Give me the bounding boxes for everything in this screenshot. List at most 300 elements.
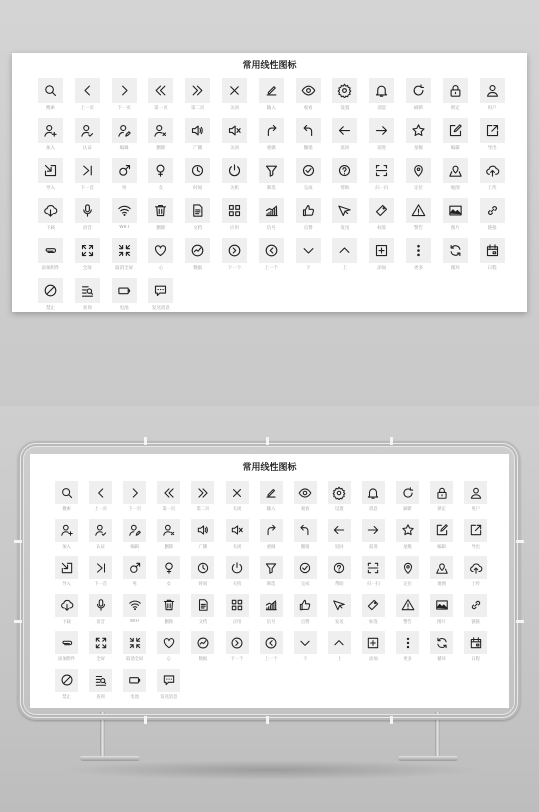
icon-cell: [480, 238, 505, 272]
icon-cell: [222, 158, 247, 192]
icon-label: 添加: [369, 657, 378, 662]
icon-label: 禁止: [62, 694, 71, 700]
icon-tile: [406, 238, 431, 263]
icon-tile: [443, 118, 468, 143]
icon-label: 应用: [230, 226, 239, 231]
icon-label: 删除: [156, 146, 166, 151]
icon-label: 链接: [471, 619, 480, 625]
trend-circle-icon: [190, 243, 205, 258]
icon-cell: [443, 118, 468, 152]
icon-tile: [296, 158, 321, 183]
icon-label: 定位: [414, 186, 423, 191]
icon-label: 电池: [130, 694, 139, 700]
icon-label: 消息: [377, 106, 387, 111]
icon-cell: [406, 198, 431, 232]
list-search-icon: [80, 283, 95, 298]
icon-label: 上传: [487, 186, 497, 191]
icon-label: 导出: [487, 146, 497, 151]
icon-tile: [75, 238, 100, 263]
icon-cell: [480, 118, 505, 152]
icon-cell: [222, 78, 247, 112]
icon-tile: [369, 78, 394, 103]
chevron-down-icon: [301, 243, 316, 258]
icon-label: 扫一扫: [374, 186, 389, 191]
calendar-icon: [485, 243, 500, 258]
fullscreen-icon: [80, 243, 95, 258]
icon-tile: [259, 198, 284, 223]
icon-cell: [148, 198, 173, 232]
frame-tie: [266, 437, 269, 445]
icon-label: 下: [305, 266, 311, 271]
icon-tile: [443, 198, 468, 223]
icon-label: 文档: [198, 619, 208, 625]
import-icon: [43, 163, 58, 178]
icon-tile: [296, 198, 321, 223]
icon-label: 更多: [403, 657, 412, 662]
icon-label: 用户: [471, 507, 480, 512]
icon-cell: [75, 278, 100, 312]
icon-cell: [259, 238, 284, 272]
icon-label: 下: [303, 657, 308, 662]
map-pin-icon: [448, 163, 463, 178]
icon-cell: [443, 198, 468, 232]
poster-sheet-top: [12, 53, 527, 312]
icon-label: 输入: [266, 106, 276, 111]
frame-tie: [144, 437, 147, 445]
close-icon: [227, 83, 242, 98]
frame-tie: [390, 716, 393, 724]
icon-cell: [406, 118, 431, 152]
double-right-icon: [190, 83, 205, 98]
icon-tile: [148, 198, 173, 223]
icon-cell: [443, 238, 468, 272]
frame-tie: [266, 716, 269, 724]
icon-label: 警告: [403, 619, 412, 625]
chat-icon: [153, 283, 168, 298]
icon-label: 前进: [377, 146, 387, 151]
icon-label: 语音: [82, 226, 92, 231]
star-icon: [411, 123, 426, 138]
icon-label: 全屏: [82, 266, 92, 271]
icon-label: 关闭: [232, 507, 242, 512]
microphone-icon: [80, 203, 95, 218]
icon-tile: [75, 278, 100, 303]
icon-cell: [38, 158, 63, 192]
icon-tile: [332, 158, 357, 183]
redo-icon: [264, 123, 279, 138]
icon-label: 应用: [232, 619, 242, 625]
icon-cell: [112, 278, 137, 312]
icon-label: 刷新: [414, 106, 423, 111]
icon-cell: [480, 158, 505, 192]
battery-icon: [117, 283, 132, 298]
floor-shadow: [60, 760, 480, 780]
frame-tie: [516, 540, 524, 543]
user-remove-icon: [153, 123, 168, 138]
icon-label: 扫一扫: [366, 582, 380, 587]
icon-label: 地图: [450, 186, 460, 191]
icon-label: 刷新: [403, 507, 412, 512]
icon-cell: [75, 118, 100, 152]
arrow-left-icon: [337, 123, 352, 138]
icon-tile: [369, 198, 394, 223]
icon-tile: [38, 158, 63, 183]
icon-cell: [148, 278, 173, 312]
icon-label: 关机: [230, 186, 239, 191]
icon-cell: [369, 158, 394, 192]
skip-next-icon: [80, 163, 95, 178]
help-icon: [337, 163, 352, 178]
icon-tile: [259, 158, 284, 183]
icon-label: 男: [132, 582, 137, 587]
search-icon: [43, 83, 58, 98]
icon-tile: [148, 278, 173, 303]
icon-label: 关闭: [232, 544, 242, 550]
mute-icon: [227, 123, 242, 138]
icon-label: 星级: [414, 146, 423, 151]
scan-icon: [374, 163, 389, 178]
add-box-icon: [374, 243, 389, 258]
icon-tile: [296, 78, 321, 103]
icon-label: 发送消息: [151, 306, 170, 311]
icon-cell: [296, 158, 321, 192]
frame-tie: [14, 540, 22, 543]
icon-label: 第一页: [154, 106, 168, 111]
icon-cell: [185, 238, 210, 272]
icon-tile: [406, 198, 431, 223]
icon-label: 下一首: [80, 186, 95, 191]
location-icon: [411, 163, 426, 178]
image-icon: [448, 203, 463, 218]
icon-tile: [148, 118, 173, 143]
user-icon: [485, 83, 500, 98]
icon-label: 定位: [403, 582, 412, 587]
export-icon: [485, 123, 500, 138]
icon-label: WIFI: [130, 618, 140, 624]
icon-tile: [75, 158, 100, 183]
icon-tile: [75, 118, 100, 143]
wifi-icon: [117, 203, 132, 218]
icon-cell: [222, 238, 247, 272]
chevron-left-icon: [80, 83, 95, 98]
ban-icon: [43, 283, 58, 298]
icon-label: 标签: [377, 226, 387, 231]
icon-label: 下载: [46, 226, 55, 231]
stand-foot-right: [398, 756, 458, 761]
icon-cell: [148, 238, 173, 272]
icon-label: 下一页: [117, 106, 131, 111]
bell-icon: [374, 83, 389, 98]
icon-tile: [443, 78, 468, 103]
download-cloud-icon: [43, 203, 58, 218]
icon-label: 认证: [96, 544, 105, 550]
send-icon: [337, 203, 352, 218]
icon-tile: [185, 78, 210, 103]
undo-icon: [301, 123, 316, 138]
icon-label: 查询: [82, 306, 92, 311]
icon-label: 认证: [82, 146, 92, 151]
icon-cell: [332, 118, 357, 152]
icon-tile: [369, 158, 394, 183]
frame-tie: [390, 437, 393, 445]
icon-label: 加入: [46, 146, 55, 151]
thumbs-up-icon: [301, 203, 316, 218]
icon-tile: [406, 118, 431, 143]
icon-label: 图片: [437, 619, 446, 625]
icon-cell: [112, 158, 137, 192]
user-check-icon: [80, 123, 95, 138]
icon-tile: [38, 278, 63, 303]
icon-tile: [480, 238, 505, 263]
icon-tile: [75, 78, 100, 103]
icon-label: 循环: [437, 657, 446, 662]
icon-label: 下载: [62, 619, 71, 625]
icon-cell: [38, 278, 63, 312]
icon-label: 发送: [335, 619, 344, 625]
icon-label: 编辑: [119, 146, 129, 151]
icon-cell: [443, 158, 468, 192]
icon-tile: [480, 78, 505, 103]
icon-label: 锁定: [437, 507, 446, 512]
icon-tile: [222, 238, 247, 263]
icon-cell: [112, 198, 137, 232]
poster-title-bottom: 常用线性图标: [242, 463, 297, 473]
icon-label: 导出: [471, 544, 480, 550]
icon-tile: [38, 198, 63, 223]
icon-tile: [222, 198, 247, 223]
icon-tile: [185, 158, 210, 183]
icon-label: 筛选: [266, 582, 276, 587]
icon-label: 添加附件: [41, 266, 60, 271]
icon-label: 完成: [300, 582, 310, 587]
icon-label: 下一首: [94, 582, 108, 587]
double-left-icon: [153, 83, 168, 98]
icon-label: 编辑: [450, 146, 460, 151]
icon-label: 发送消息: [160, 694, 178, 700]
icon-label: 重做: [266, 146, 276, 151]
icon-cell: [296, 198, 321, 232]
icon-tile: [112, 118, 137, 143]
icon-cell: [222, 118, 247, 152]
icon-cell: [443, 78, 468, 112]
icon-label: 观看: [300, 507, 310, 512]
icon-cell: [369, 198, 394, 232]
icon-tile: [222, 118, 247, 143]
icon-cell: [296, 118, 321, 152]
icon-label: 更多: [414, 266, 423, 271]
stand-foot-left: [80, 756, 140, 761]
icon-tile: [112, 158, 137, 183]
icon-label: 上一页: [94, 507, 108, 512]
grid-icon: [227, 203, 242, 218]
icon-tile: [332, 238, 357, 263]
icon-label: 广播: [193, 146, 203, 151]
check-circle-icon: [301, 163, 316, 178]
icon-cell: [259, 198, 284, 232]
icon-label: 点赞: [300, 619, 310, 625]
icon-label: 帮助: [335, 582, 344, 587]
icon-cell: [112, 78, 137, 112]
icon-label: 导入: [46, 186, 55, 191]
icon-tile: [222, 78, 247, 103]
icon-label: 心: [166, 657, 171, 662]
icon-label: 锁定: [450, 106, 460, 111]
frame-tie: [516, 620, 524, 623]
icon-label: 图片: [450, 226, 460, 231]
icon-label: 点赞: [303, 226, 313, 231]
icon-cell: [75, 78, 100, 112]
icon-label: 关闭: [230, 106, 239, 111]
icon-label: 消息: [369, 507, 378, 512]
icon-label: 下一个: [227, 266, 242, 271]
icon-label: 地图: [437, 582, 446, 587]
icon-cell: [185, 158, 210, 192]
icon-label: 删除: [164, 619, 174, 625]
icon-tile: [480, 198, 505, 223]
icon-tile: [38, 78, 63, 103]
icon-tile: [296, 118, 321, 143]
icon-label: 编辑: [130, 544, 139, 550]
male-icon: [117, 163, 132, 178]
icon-label: 取消全屏: [115, 266, 134, 271]
icon-label: 下一个: [230, 657, 244, 662]
refresh-icon: [411, 83, 426, 98]
icon-cell: [259, 118, 284, 152]
icon-cell: [259, 78, 284, 112]
icon-cell: [332, 198, 357, 232]
icon-cell: [259, 158, 284, 192]
icon-cell: [38, 118, 63, 152]
icon-label: 上: [337, 657, 342, 662]
icon-label: 加入: [62, 544, 71, 550]
icon-cell: [480, 78, 505, 112]
user-edit-icon: [117, 123, 132, 138]
exit-fullscreen-icon: [117, 243, 132, 258]
icon-cell: [38, 238, 63, 272]
icon-label: 用户: [487, 106, 497, 111]
icon-cell: [480, 198, 505, 232]
edit-icon: [264, 83, 279, 98]
icon-label: 上: [342, 266, 348, 271]
icon-label: 时间: [198, 582, 208, 587]
icon-label: 设置: [335, 507, 344, 512]
icon-tile: [112, 78, 137, 103]
icon-tile: [369, 238, 394, 263]
frame-tie: [14, 620, 22, 623]
icon-cell: [185, 118, 210, 152]
icon-tile: [369, 118, 394, 143]
icon-label: 数据: [193, 266, 203, 271]
icon-label: 导入: [62, 582, 71, 587]
icon-label: 男: [121, 186, 127, 191]
warning-icon: [411, 203, 426, 218]
icon-label: 上一个: [264, 266, 279, 271]
icon-tile: [112, 238, 137, 263]
icon-tile: [185, 118, 210, 143]
icon-cell: [38, 198, 63, 232]
next-circle-icon: [227, 243, 242, 258]
icon-tile: [259, 238, 284, 263]
arrow-right-icon: [374, 123, 389, 138]
icon-label: 取消全屏: [126, 657, 144, 662]
icon-label: 循环: [450, 266, 460, 271]
icon-label: 撤销: [300, 544, 310, 550]
icon-label: 信号: [266, 619, 276, 625]
icon-cell: [332, 238, 357, 272]
icon-label: 第二页: [190, 106, 205, 111]
icon-tile: [296, 238, 321, 263]
icon-label: 输入: [266, 507, 276, 512]
prev-circle-icon: [264, 243, 279, 258]
icon-tile: [112, 278, 137, 303]
icon-tile: [185, 238, 210, 263]
icon-cell: [148, 118, 173, 152]
icon-label: 返回: [340, 146, 350, 151]
icon-label: 上传: [471, 582, 480, 587]
icon-tile: [443, 238, 468, 263]
icon-label: 日程: [487, 266, 497, 271]
icon-label: 信号: [266, 226, 276, 231]
icon-tile: [259, 118, 284, 143]
poster-title: 常用线性图标: [242, 61, 297, 71]
more-vertical-icon: [411, 243, 426, 258]
icon-tile: [443, 158, 468, 183]
icon-tile: [148, 78, 173, 103]
icon-cell: [296, 238, 321, 272]
icon-label: 女: [158, 186, 164, 191]
icon-tile: [112, 198, 137, 223]
icon-label: 第二页: [196, 507, 210, 512]
icon-label: 心: [158, 266, 164, 271]
female-icon: [153, 163, 168, 178]
eye-icon: [301, 83, 316, 98]
icon-label: 下一页: [128, 507, 142, 512]
icon-tile: [75, 198, 100, 223]
icon-tile: [332, 118, 357, 143]
icon-label: 日程: [471, 657, 480, 662]
icon-cell: [369, 238, 394, 272]
icon-label: 全屏: [96, 657, 105, 662]
icon-label: 编辑: [437, 544, 446, 550]
icon-tile: [480, 118, 505, 143]
icon-label: 删除: [156, 226, 166, 231]
sync-icon: [448, 243, 463, 258]
signal-icon: [264, 203, 279, 218]
chevron-up-icon: [337, 243, 352, 258]
icon-tile: [185, 198, 210, 223]
icon-cell: [369, 78, 394, 112]
clock-icon: [190, 163, 205, 178]
icon-tile: [480, 158, 505, 183]
icon-label: 添加: [377, 266, 387, 271]
icon-label: 筛选: [266, 186, 276, 191]
icon-cell: [148, 78, 173, 112]
icon-cell: [406, 78, 431, 112]
icon-label: WIFI: [119, 225, 129, 230]
icon-cell: [38, 78, 63, 112]
volume-icon: [190, 123, 205, 138]
icon-label: 上一个: [264, 657, 278, 662]
icon-label: 时间: [193, 186, 203, 191]
icon-label: 警告: [414, 226, 423, 231]
icon-label: 女: [166, 582, 171, 587]
tag-icon: [374, 203, 389, 218]
gear-icon: [337, 83, 352, 98]
attachment-icon: [43, 243, 58, 258]
icon-tile: [406, 78, 431, 103]
icon-label: 文档: [193, 226, 203, 231]
heart-icon: [153, 243, 168, 258]
